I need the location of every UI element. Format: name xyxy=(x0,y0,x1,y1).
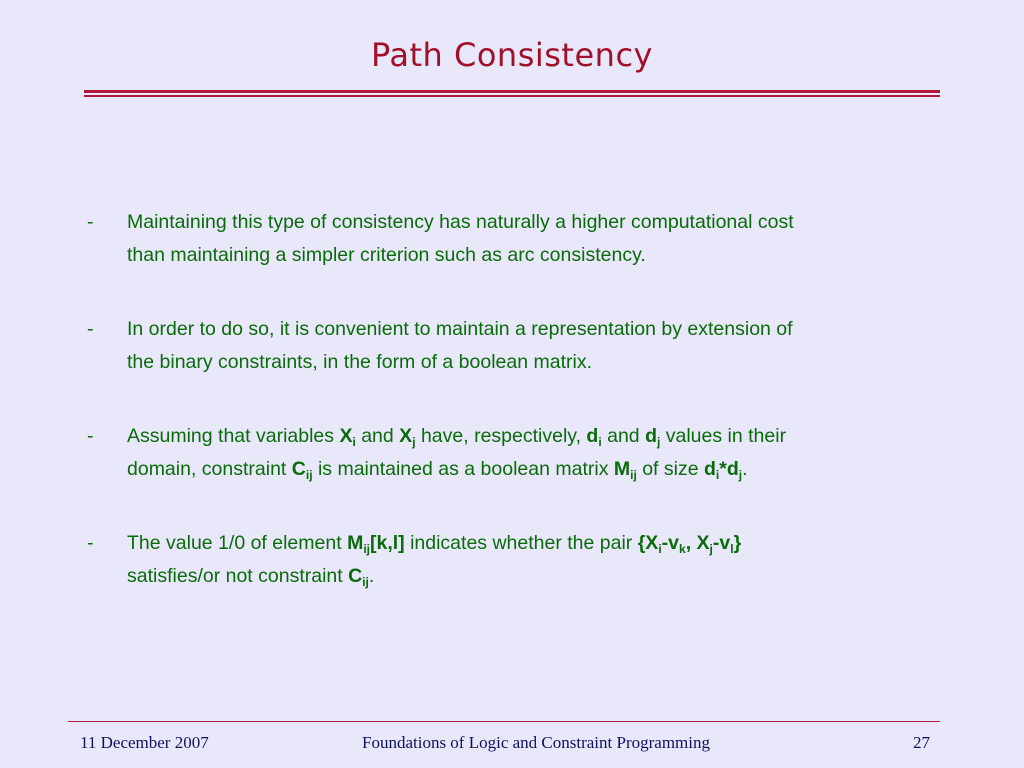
bullet-dash: - xyxy=(87,532,94,554)
var-d: d xyxy=(586,425,599,447)
bullet-item-element-value xyxy=(84,527,914,593)
bullet-text: satisfies/or not constraint xyxy=(127,565,349,587)
bullet-text: of size xyxy=(636,458,704,480)
bullet-text: . xyxy=(368,565,375,587)
bullet-text: Assuming that variables xyxy=(127,425,340,447)
bullet-text: have, respectively, xyxy=(415,425,587,447)
bullet-text: indicates whether the pair xyxy=(404,532,638,554)
pair-open: {X xyxy=(637,532,659,554)
subscript: i xyxy=(598,435,602,449)
subscript: k xyxy=(679,542,686,556)
subscript: ij xyxy=(305,468,313,482)
bullet-list xyxy=(84,206,914,634)
subscript: j xyxy=(412,435,416,449)
pair-comma: , X xyxy=(685,532,710,554)
title-divider-thin xyxy=(84,95,940,97)
bullet-text: domain, constraint xyxy=(127,458,292,480)
subscript: i xyxy=(352,435,356,449)
subscript: l xyxy=(730,542,734,556)
bullet-text: and xyxy=(601,425,646,447)
multiply-sign: * xyxy=(719,458,727,480)
footer-divider xyxy=(68,721,940,722)
bullet-item-representation xyxy=(84,313,914,379)
bullet-text: and xyxy=(355,425,400,447)
footer-date: 11 December 2007 xyxy=(80,733,209,752)
pair-close: } xyxy=(733,532,742,554)
matrix-index: [k,l] xyxy=(369,532,405,554)
subscript: j xyxy=(738,468,743,482)
var-x: X xyxy=(399,425,413,447)
subscript: j xyxy=(709,542,713,556)
slide-title: Path Consistency xyxy=(371,36,653,74)
subscript: j xyxy=(656,435,661,449)
pair-dash-v: -v xyxy=(712,532,731,554)
var-m: M xyxy=(347,532,364,554)
bullet-text: The value 1/0 of element xyxy=(127,532,348,554)
var-d: d xyxy=(645,425,657,447)
footer-page-number: 27 xyxy=(913,733,930,752)
bullet-item-matrix-size xyxy=(84,420,914,486)
var-d: d xyxy=(726,458,739,480)
var-m: M xyxy=(613,458,631,480)
title-divider xyxy=(84,90,940,93)
bullet-dash: - xyxy=(87,211,94,233)
bullet-text: Maintaining this type of consistency has naturally a higher computational cost xyxy=(127,211,794,233)
bullet-text: is maintained as a boolean matrix xyxy=(312,458,614,480)
subscript: ij xyxy=(362,575,369,589)
bullet-text: In order to do so, it is convenient to maintain a representation by extension of xyxy=(127,318,793,340)
subscript: i xyxy=(715,468,720,482)
bullet-item-computational-cost xyxy=(84,206,914,272)
bullet-dash: - xyxy=(87,318,94,340)
bullet-text: the binary constraints, in the form of a boolean matrix. xyxy=(127,351,592,373)
subscript: ij xyxy=(630,468,637,482)
bullet-text: values in their xyxy=(660,425,787,447)
var-c: C xyxy=(291,458,306,480)
bullet-dash: - xyxy=(87,425,94,447)
bullet-text: . xyxy=(742,458,748,480)
var-d: d xyxy=(703,458,716,480)
var-c: C xyxy=(348,565,363,587)
bullet-text: than maintaining a simpler criterion such as arc consistency. xyxy=(127,244,646,266)
footer-course-title: Foundations of Logic and Constraint Programming xyxy=(362,733,710,752)
subscript: i xyxy=(658,542,662,556)
subscript: ij xyxy=(363,542,370,556)
var-x: X xyxy=(339,425,353,447)
pair-dash-v: -v xyxy=(661,532,680,554)
